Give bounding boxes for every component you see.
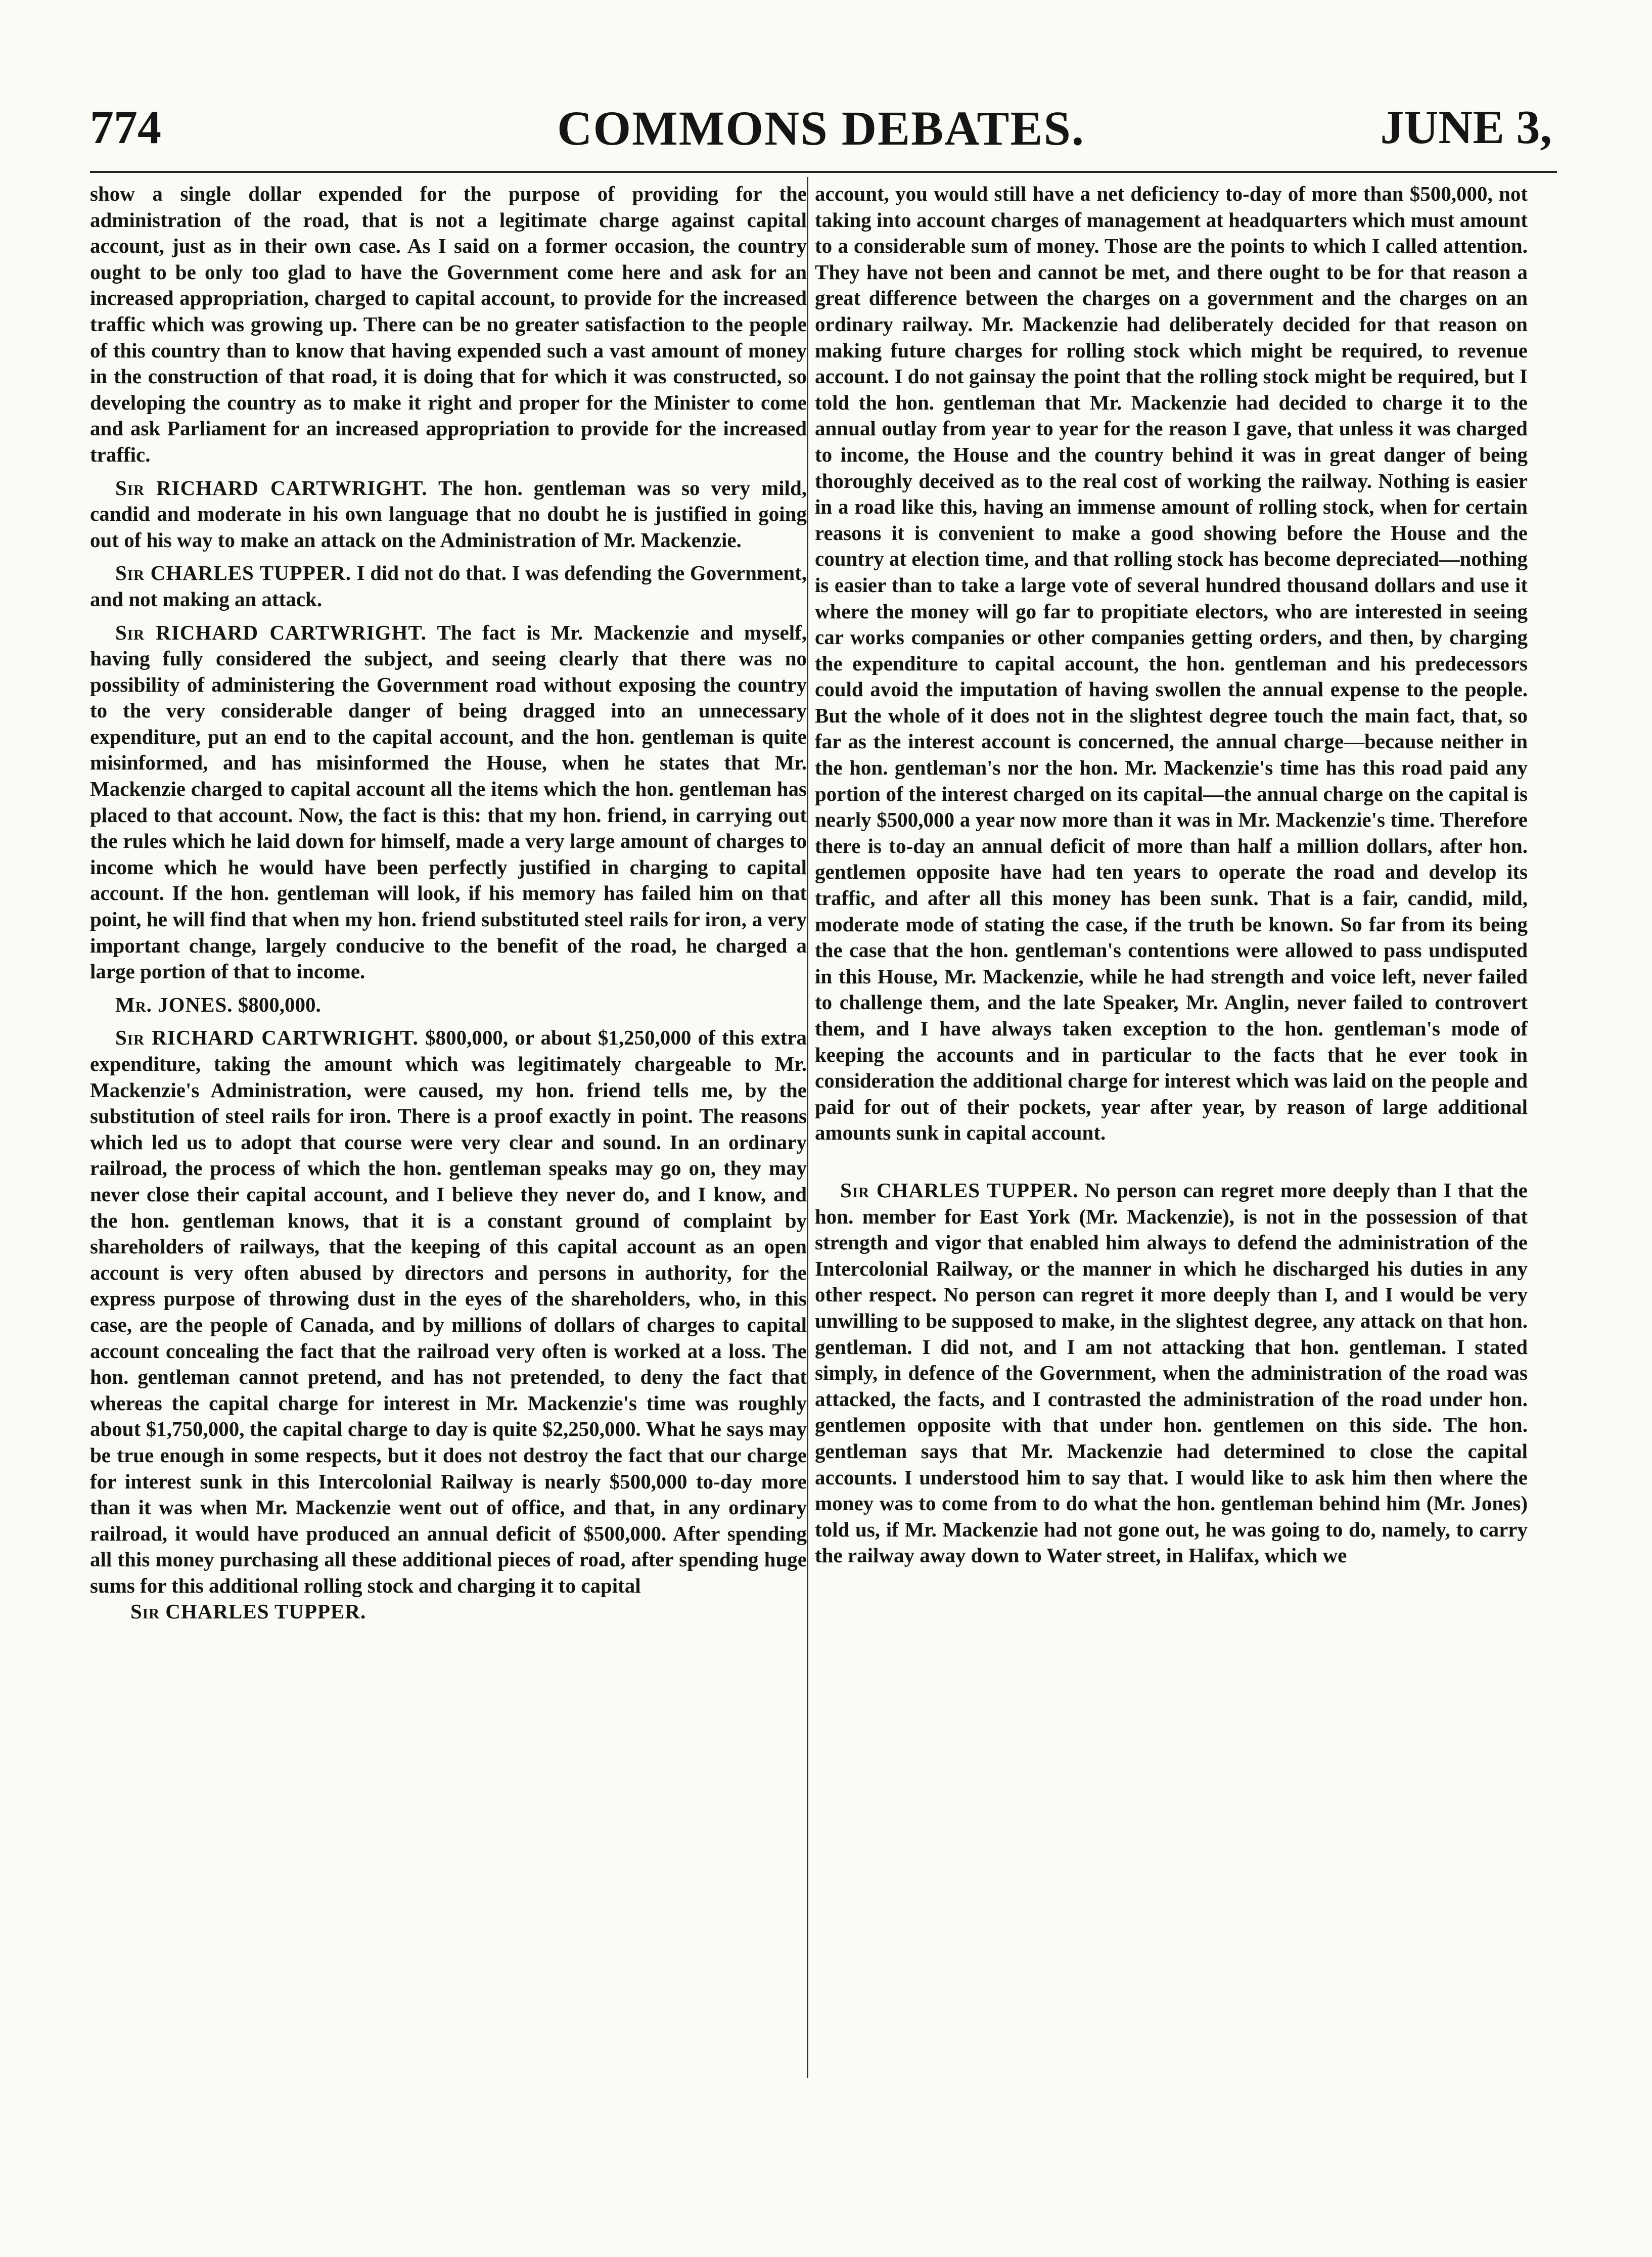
column-divider [807, 177, 808, 2078]
paragraph-text: No person can regret more deeply than I that the hon. member for East York (Mr. Mackenzie), is not in the possession of that strength and vigor that enabled him always to defend the administration of the Intercolonial Railway, or the manner in which he discharged his duties in any other respect. No person can regret it more deeply than I, and I would be very unwilling to be supposed to make, in the slightest degree, any attack on that hon. gentleman. I did not, and I am not attacking that hon. gentleman. I stated simply, in defence of the Government, when the administration of the road was attacked, the facts, and I contrasted the administration of the road under hon. gentlemen opposite with that under hon. gentlemen on this side. The hon. gentleman says that Mr. Mackenzie had determined to close the capital accounts. I understood him to say that. I would like to ask him then where the money was to come from to do what the hon. gentleman behind him (Mr. Jones) told us, if Mr. Mackenzie had not gone out, he was going to do, namely, to carry the railway away down to Water street, in Halifax, which we [815, 1178, 1528, 1567]
paragraph-text: I did not do that. I was defending the Government, and not making an attack. [90, 561, 807, 611]
page-header [85, 100, 1557, 166]
paragraph-text: show a single dollar expended for the purpose of providing for the administration of the road, that is not a legitimate charge against capital account, just as in their own case. As I said on a former occasion, the country ought to be only too glad to have the Government come here and ask for an increased appropriation, charged to capital account, to provide for the increased traffic which was growing up. There can be no greater satisfaction to the people of this country than to know that having expended such a vast amount of money in the construction of that road, it is doing that for which it was constructed, so developing the country as to make it right and proper for the Minister to come and ask Parliament for an increased appropriation to provide for the increased traffic. [90, 182, 807, 466]
speaker-name: Sir CHARLES TUPPER. [115, 561, 351, 585]
paragraph [90, 475, 807, 554]
page-title: COMMONS DEBATES. [557, 101, 1085, 155]
page-number: 774 [90, 101, 161, 154]
left-column [90, 181, 807, 1625]
paragraph [90, 560, 807, 612]
paragraph-text: $800,000. [238, 992, 321, 1016]
paragraph [90, 992, 807, 1018]
paragraph-text: $800,000, or about $1,250,000 of this extra expenditure, taking the amount which was legitimately chargeable to Mr. Mackenzie's Administration, were caused, my hon. friend tells me, by the substitution of steel rails for iron. There is a proof exactly in point. The reasons which led us to adopt that course were very clear and sound. In an ordinary railroad, the process of which the hon. gentleman speaks may go on, they may never close their capital account, and I believe they never do, and I know, and the hon. gentleman knows, that it is a constant ground of complaint by shareholders of railways, that the keeping of this capital account as an open account is very often abused by directors and persons in authority, for the express purpose of throwing dust in the eyes of the shareholders, who, in this case, are the people of Canada, and by millions of dollars of charges to capital account concealing the fact that the railroad very often is worked at a loss. The hon. gentleman cannot pretend, and has not pretended, to deny the fact that whereas the capital charge for interest in Mr. Mackenzie's time was roughly about $1,750,000, the capital charge to day is quite $2,250,000. What he says may be true enough in some respects, but it does not destroy the fact that our charge for interest sunk in this Intercolonial Railway is nearly $500,000 to-day more than it was when Mr. Mackenzie went out of office, and that, in any ordinary railroad, it would have produced an annual deficit of $500,000. After spending all this money purchasing all these additional pieces of road, after spending huge sums for this additional rolling stock and charging it to capital [90, 1026, 807, 1597]
header-rule [90, 171, 1557, 173]
speaker-name: Sir RICHARD CARTWRIGHT. [115, 476, 428, 500]
paragraph-text: account, you would still have a net deficiency to-day of more than $500,000, not taking into account charges of management at headquarters which must amount to a considerable sum of money. Those are the points to which I called attention. They have not been and cannot be met, and there ought to be for that reason a great difference between the charges on a government and the charges on an ordinary railway. Mr. Mackenzie had deliberately decided for that reason on making future charges for rolling stock which might be required, to revenue account. I do not gainsay the point that the rolling stock might be required, but I told the hon. gentleman that Mr. Mackenzie had decided to charge it to the annual outlay from year to year for the reason I gave, that unless it was charged to income, the House and the country behind it was in great danger of being thoroughly deceived as to the real cost of working the railway. Nothing is easier in a road like this, having an immense amount of rolling stock, when for certain reasons it is convenient to make a good showing before the House and the country at election time, and that rolling stock has become depreciated—nothing is easier than to take a large vote of several hundred thousand dollars and use it where the money will go far to propitiate electors, who are interested in seeing car works companies or other companies getting orders, and then, by charging the expenditure to capital account, the hon. gentleman and his predecessors could avoid the imputation of having swollen the annual expense to the people. But the whole of it does not in the slightest degree touch the main fact, that, so far as the interest account is concerned, the annual charge—because neither in the hon. gentleman's nor the hon. Mr. Mackenzie's time has this road paid any portion of the interest charged on its capital—the annual charge on the capital is nearly $500,000 a year now more than it was in Mr. Mackenzie's time. Therefore there is to-day an annual deficit of more than half a million dollars, after hon. gentlemen opposite have had ten years to operate the road and develop its traffic, and after all this money has been sunk. That is a fair, candid, mild, moderate mode of stating the case, if the truth be known. So far from its being the case that the hon. gentleman's contentions were allowed to pass undisputed in this House, Mr. Mackenzie, while he had strength and voice left, never failed to challenge them, and the late Speaker, Mr. Anglin, never failed to controvert them, and I have always taken exception to the hon. gentleman's mode of keeping the accounts and in particular to the facts that he ever took in consideration the additional charge for interest which was laid on the people and paid for out of their pockets, year after year, by reason of large additional amounts sunk in capital account. [815, 182, 1528, 1145]
speaker-name: Sir RICHARD CARTWRIGHT. [115, 1026, 419, 1050]
paragraph [90, 620, 807, 985]
catchword: Sir CHARLES TUPPER. [130, 1600, 366, 1623]
paragraph [815, 181, 1528, 1146]
paragraph-text: The hon. gentleman was so very mild, candid and moderate in his own language that no doubt he is justified in going out of his way to make an attack on the Administration of Mr. Mackenzie. [90, 476, 807, 552]
right-column [815, 181, 1528, 1569]
paragraph [815, 1178, 1528, 1569]
page-date: JUNE 3, [1380, 101, 1552, 154]
speaker-name: Mr. JONES. [115, 992, 233, 1016]
speaker-name: Sir CHARLES TUPPER. [840, 1178, 1079, 1202]
paragraph [90, 181, 807, 468]
paragraph [90, 1025, 807, 1599]
speaker-name: Sir RICHARD CARTWRIGHT. [115, 620, 427, 644]
paragraph-text: The fact is Mr. Mackenzie and myself, having fully considered the subject, and seeing clearly that there was no possibility of administering the Government road without exposing the country to the very considerable danger of being dragged into an unnecessary expenditure, put an end to the capital account, and the hon. gentleman is quite misinformed, and has misinformed the House, when he states that Mr. Mackenzie charged to capital account all the items which the hon. gentleman has placed to that account. Now, the fact is this: that my hon. friend, in carrying out the rules which he laid down for himself, made a very large amount of charges to income which he would have been perfectly justified in charging to capital account. If the hon. gentleman will look, if his memory has failed him on that point, he will find that when my hon. friend substituted steel rails for iron, a very important change, largely conducive to the benefit of the road, he charged a large portion of that to income. [90, 620, 807, 983]
